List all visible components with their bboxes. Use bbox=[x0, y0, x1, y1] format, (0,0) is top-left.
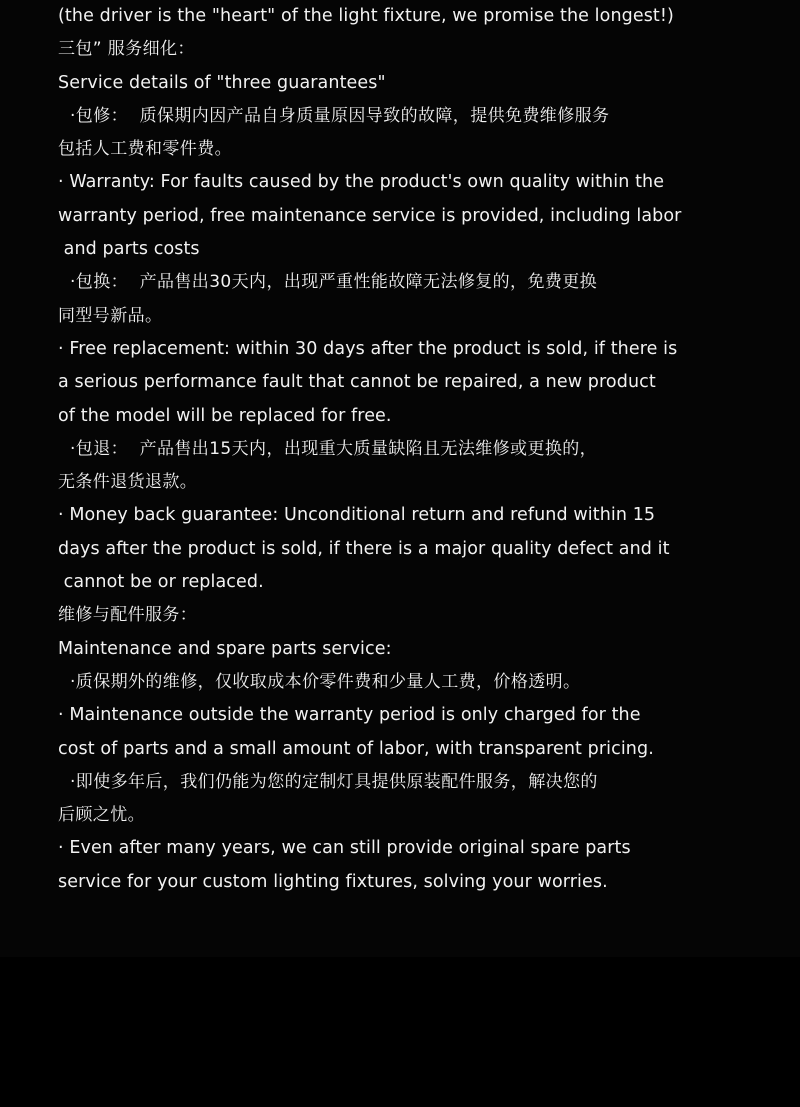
document-line: (the driver is the "heart" of the light fixture, we promise the longest!) bbox=[58, 6, 674, 26]
document-line: warranty period, free maintenance service is provided, including labor bbox=[58, 205, 682, 226]
document-line: 包括人工费和零件费。 bbox=[58, 139, 232, 160]
bottom-blank-area bbox=[0, 957, 800, 1107]
document-line: service for your custom lighting fixtures, solving your worries. bbox=[58, 871, 608, 892]
document-line: a serious performance fault that cannot be repaired, a new product bbox=[58, 372, 656, 393]
document-line: · Even after many years, we can still provide original spare parts bbox=[58, 838, 631, 859]
document-line: cannot be or replaced. bbox=[58, 572, 264, 593]
document-line: ·包退： 产品售出15天内，出现重大质量缺陷且无法维修或更换的， bbox=[70, 438, 598, 459]
document-line: 同型号新品。 bbox=[58, 305, 163, 326]
document-line: cost of parts and a small amount of labor, with transparent pricing. bbox=[58, 738, 654, 759]
document-line: · Money back guarantee: Unconditional return and refund within 15 bbox=[58, 505, 656, 526]
document-line: of the model will be replaced for free. bbox=[58, 405, 392, 426]
document-line: · Warranty: For faults caused by the product's own quality within the bbox=[58, 172, 665, 193]
document-line: ·包换： 产品售出30天内，出现严重性能故障无法修复的，免费更换 bbox=[70, 272, 598, 293]
document-line: Service details of "three guarantees" bbox=[58, 72, 386, 93]
document-line: ·即使多年后，我们仍能为您的定制灯具提供原装配件服务，解决您的 bbox=[70, 771, 598, 792]
document-line: · Maintenance outside the warranty period is only charged for the bbox=[58, 705, 641, 726]
document-line: 维修与配件服务： bbox=[58, 605, 198, 626]
document-line: 三包” 服务细化： bbox=[58, 39, 195, 60]
document-line: 后顾之忧。 bbox=[58, 805, 145, 826]
document-line: · Free replacement: within 30 days after the product is sold, if there is bbox=[58, 338, 678, 359]
document-line: days after the product is sold, if there is a major quality defect and it bbox=[58, 538, 670, 559]
document-line: 无条件退货退款。 bbox=[58, 472, 198, 493]
document-line: Maintenance and spare parts service: bbox=[58, 638, 392, 659]
document-line: ·质保期外的维修，仅收取成本价零件费和少量人工费，价格透明。 bbox=[70, 671, 581, 692]
document-line: ·包修： 质保期内因产品自身质量原因导致的故障，提供免费维修服务 bbox=[70, 105, 610, 126]
document-line: and parts costs bbox=[58, 239, 200, 260]
